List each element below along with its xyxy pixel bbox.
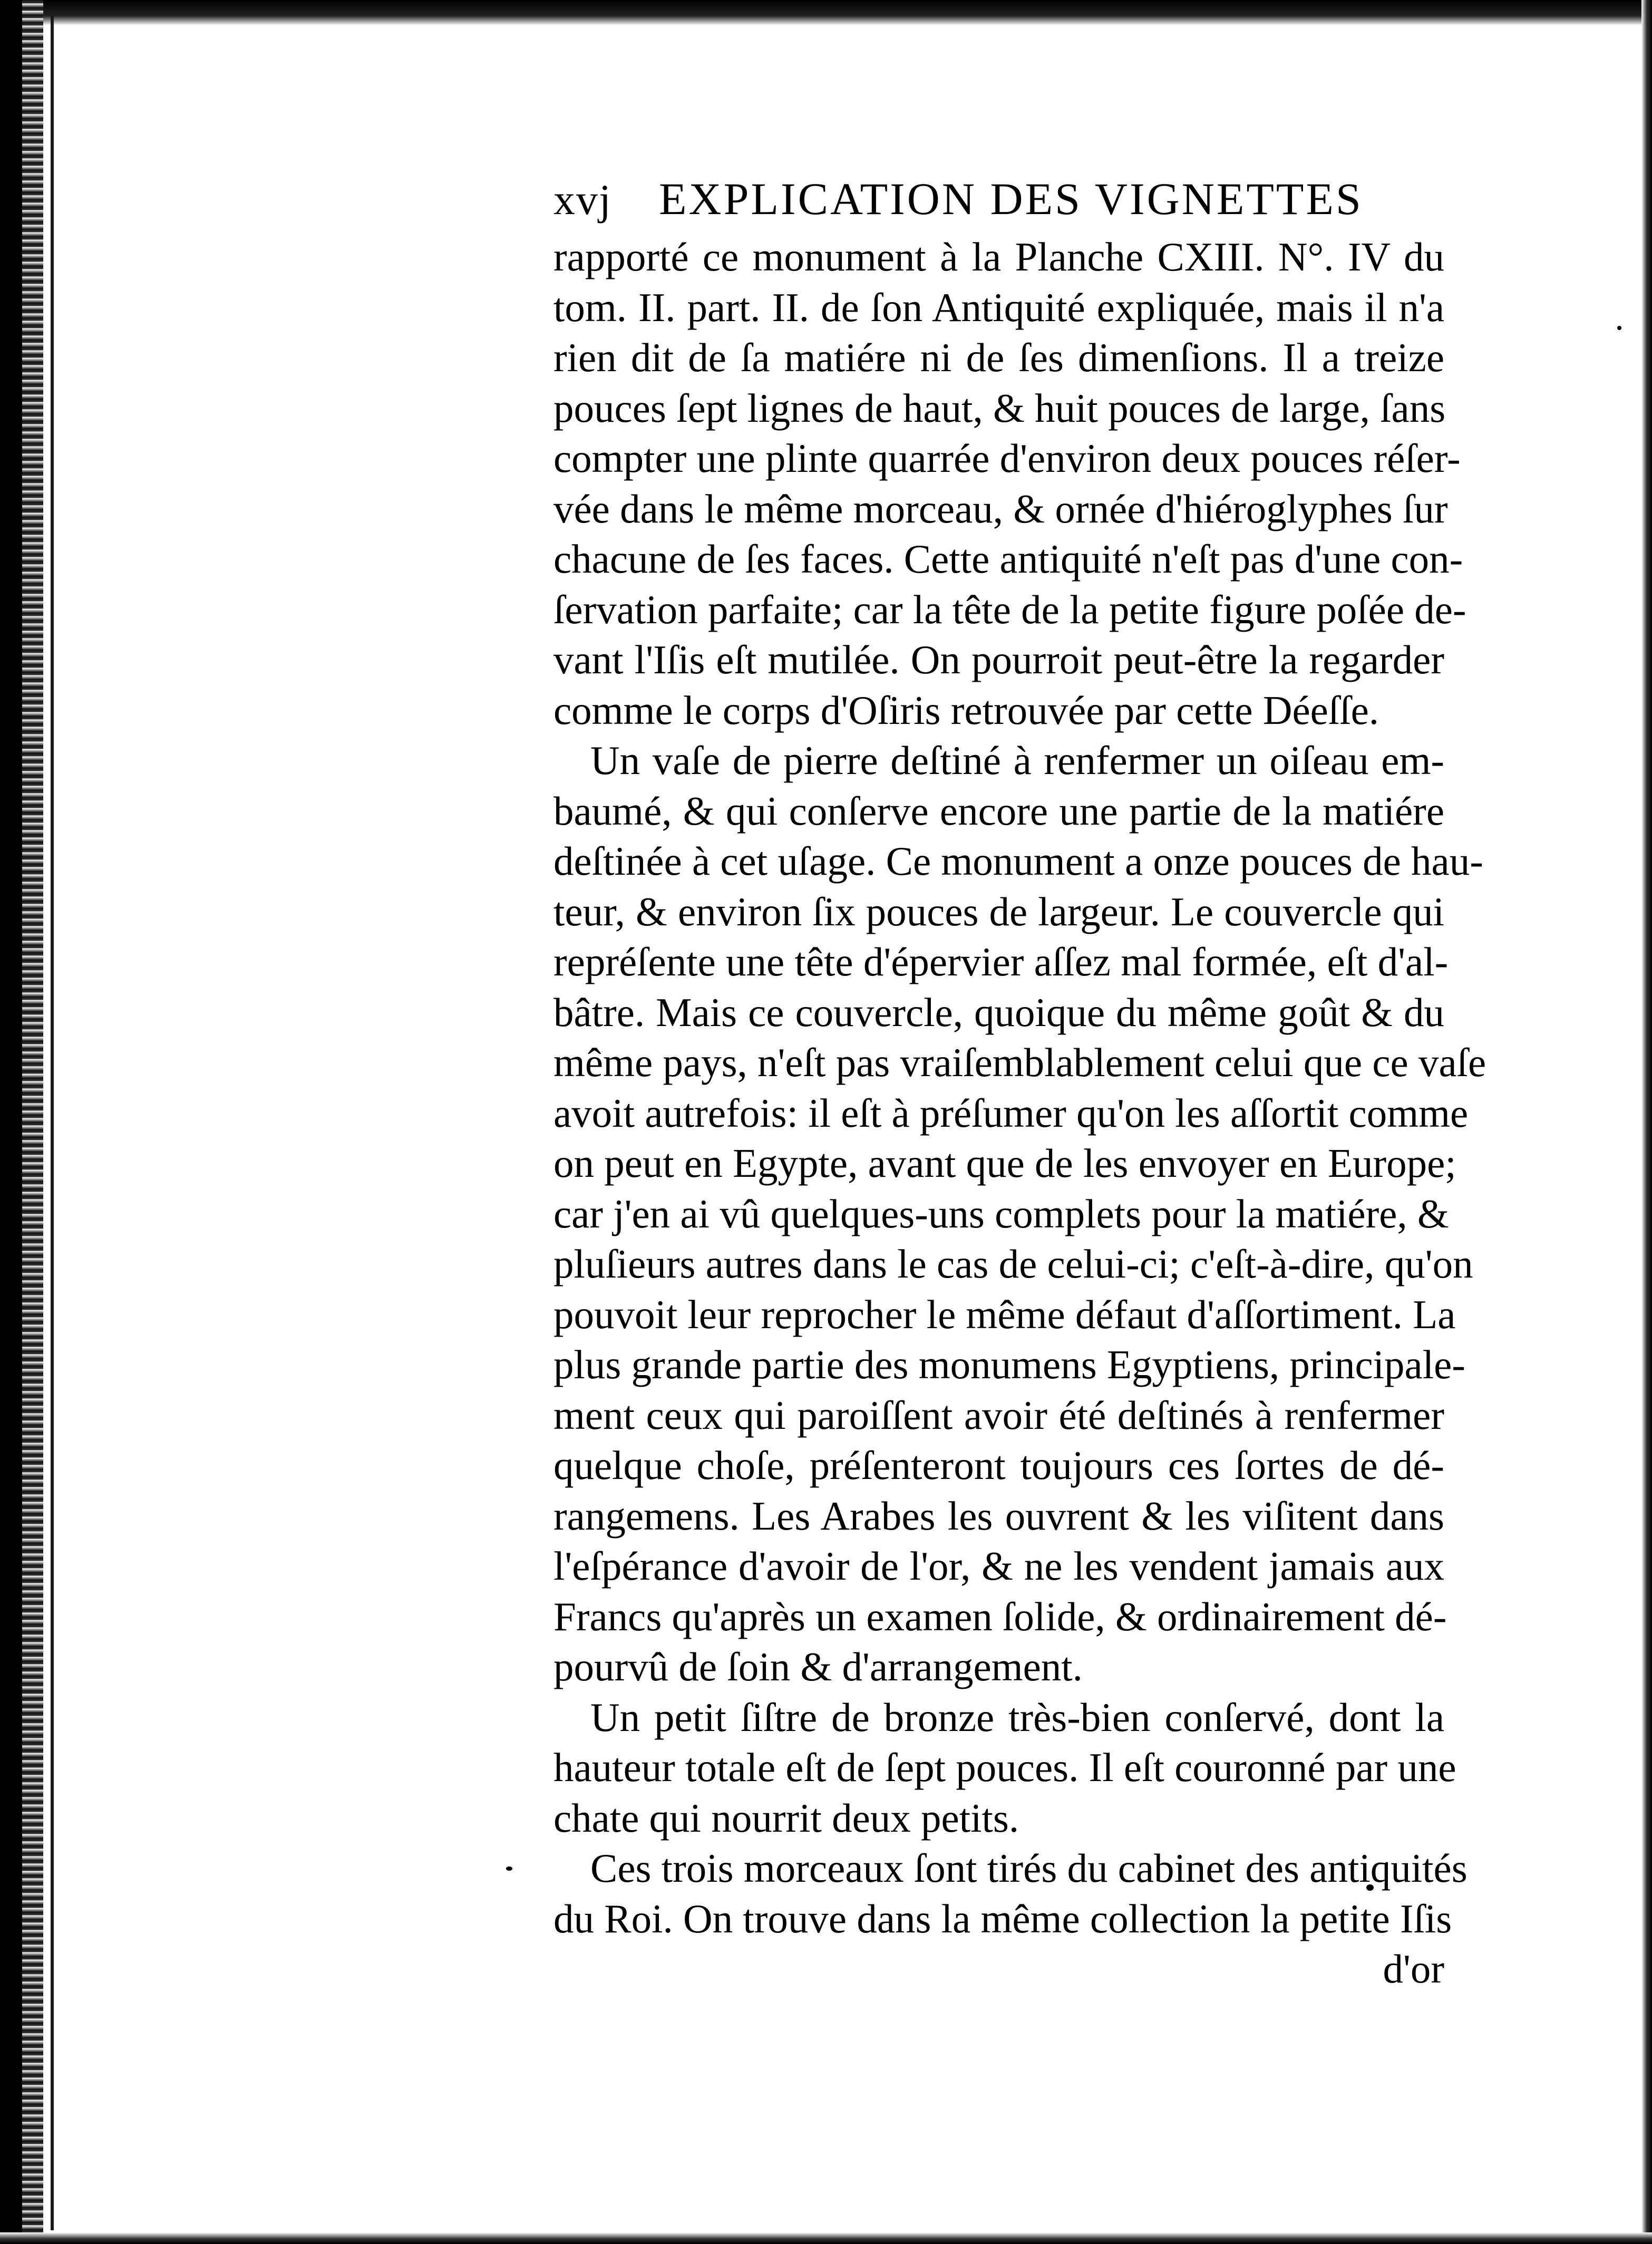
text-line: baumé, & qui conſerve encore une partie de la matiére: [553, 788, 1444, 834]
text-line: chate qui nourrit deux petits.: [553, 1795, 1019, 1841]
text-line: ment ceux qui paroiſſent avoir été deſtinés à renfermer: [553, 1392, 1444, 1438]
text-line: Francs qu'après un examen ſolide, & ordinairement dé-: [553, 1593, 1447, 1639]
text-line: pluſieurs autres dans le cas de celui-ci; c'eſt-à-dire, qu'on: [553, 1241, 1473, 1287]
paragraph-start-line: Ces trois morceaux ſont tirés du cabinet des antiquités: [590, 1845, 1468, 1891]
text-line: pouces ſept lignes de haut, & huit pouces de large, ſans: [553, 385, 1446, 431]
text-line: vée dans le même morceau, & ornée d'hiéroglyphes ſur: [553, 486, 1448, 531]
text-line: car j'en ai vû quelques-uns complets pour la matiére, &: [553, 1191, 1449, 1236]
body-text: [553, 232, 1486, 1995]
text-line: l'eſpérance d'avoir de l'or, & ne les vendent jamais aux: [553, 1543, 1444, 1589]
paragraph-start-line: Un vaſe de pierre deſtiné à renfermer un oiſeau em-: [590, 738, 1444, 783]
text-line: du Roi. On trouve dans la même collection la petite Iſis: [553, 1895, 1452, 1941]
text-line: deſtinée à cet uſage. Ce monument a onze pouces de hau-: [553, 838, 1483, 884]
text-line: ſervation parfaite; car la tête de la petite figure poſée de-: [553, 586, 1466, 632]
running-title: EXPLICATION DES VIGNETTES: [659, 173, 1363, 224]
scan-binding-edge: [22, 0, 43, 2244]
scan-edge-top: [0, 0, 1652, 25]
page-header: [553, 174, 1444, 232]
scan-edge-left: [0, 0, 22, 2244]
text-line: rangemens. Les Arabes les ouvrent & les viſitent dans: [553, 1493, 1444, 1539]
text-line: pouvoit leur reprocher le même défaut d'aſſortiment. La: [553, 1291, 1456, 1337]
page-number: xvj: [553, 176, 612, 224]
catchword: d'or: [1383, 1946, 1444, 1991]
ink-speck: [1617, 326, 1621, 330]
text-line: bâtre. Mais ce couvercle, quoique du même goût & du: [553, 989, 1444, 1035]
text-line: on peut en Egypte, avant que de les envoyer en Europe;: [553, 1140, 1456, 1186]
text-line: même pays, n'eſt pas vraiſemblablement celui que ce vaſe: [553, 1040, 1486, 1085]
text-line: plus grande partie des monumens Egyptiens, principale-: [553, 1342, 1465, 1387]
text-line: comme le corps d'Oſiris retrouvée par cette Déeſſe.: [553, 687, 1379, 733]
text-line: quelque choſe, préſenteront toujours ces ſortes de dé-: [553, 1443, 1444, 1488]
text-line: rapporté ce monument à la Planche CXIII. N°. IV du: [553, 234, 1444, 279]
text-line: vant l'Iſis eſt mutilée. On pourroit peut-être la regarder: [553, 637, 1444, 682]
scan-edge-right: [1641, 0, 1652, 2244]
text-line: hauteur totale eſt de ſept pouces. Il eſt couronné par une: [553, 1745, 1456, 1790]
text-line: chacune de ſes faces. Cette antiquité n'eſt pas d'une con-: [553, 536, 1463, 582]
text-column: [553, 173, 1486, 1995]
text-line: tom. II. part. II. de ſon Antiquité expliquée, mais il n'a: [553, 284, 1444, 330]
text-line: repréſente une tête d'épervier aſſez mal formée, eſt d'al-: [553, 939, 1449, 984]
text-line: compter une plinte quarrée d'environ deux pouces réſer-: [553, 436, 1461, 481]
paragraph-start-line: Un petit ſiſtre de bronze très-bien conſervé, dont la: [590, 1694, 1444, 1740]
text-line: rien dit de ſa matiére ni de ſes dimenſions. Il a treize: [553, 335, 1444, 380]
text-line: avoit autrefois: il eſt à préſumer qu'on les aſſortit comme: [553, 1090, 1469, 1136]
binding-gutter-line: [51, 16, 54, 2230]
text-line: pourvû de ſoin & d'arrangement.: [553, 1644, 1083, 1689]
text-line: teur, & environ ſix pouces de largeur. Le couvercle qui: [553, 888, 1444, 934]
ink-speck: [506, 1866, 512, 1871]
scan-edge-bottom: [0, 2232, 1652, 2244]
